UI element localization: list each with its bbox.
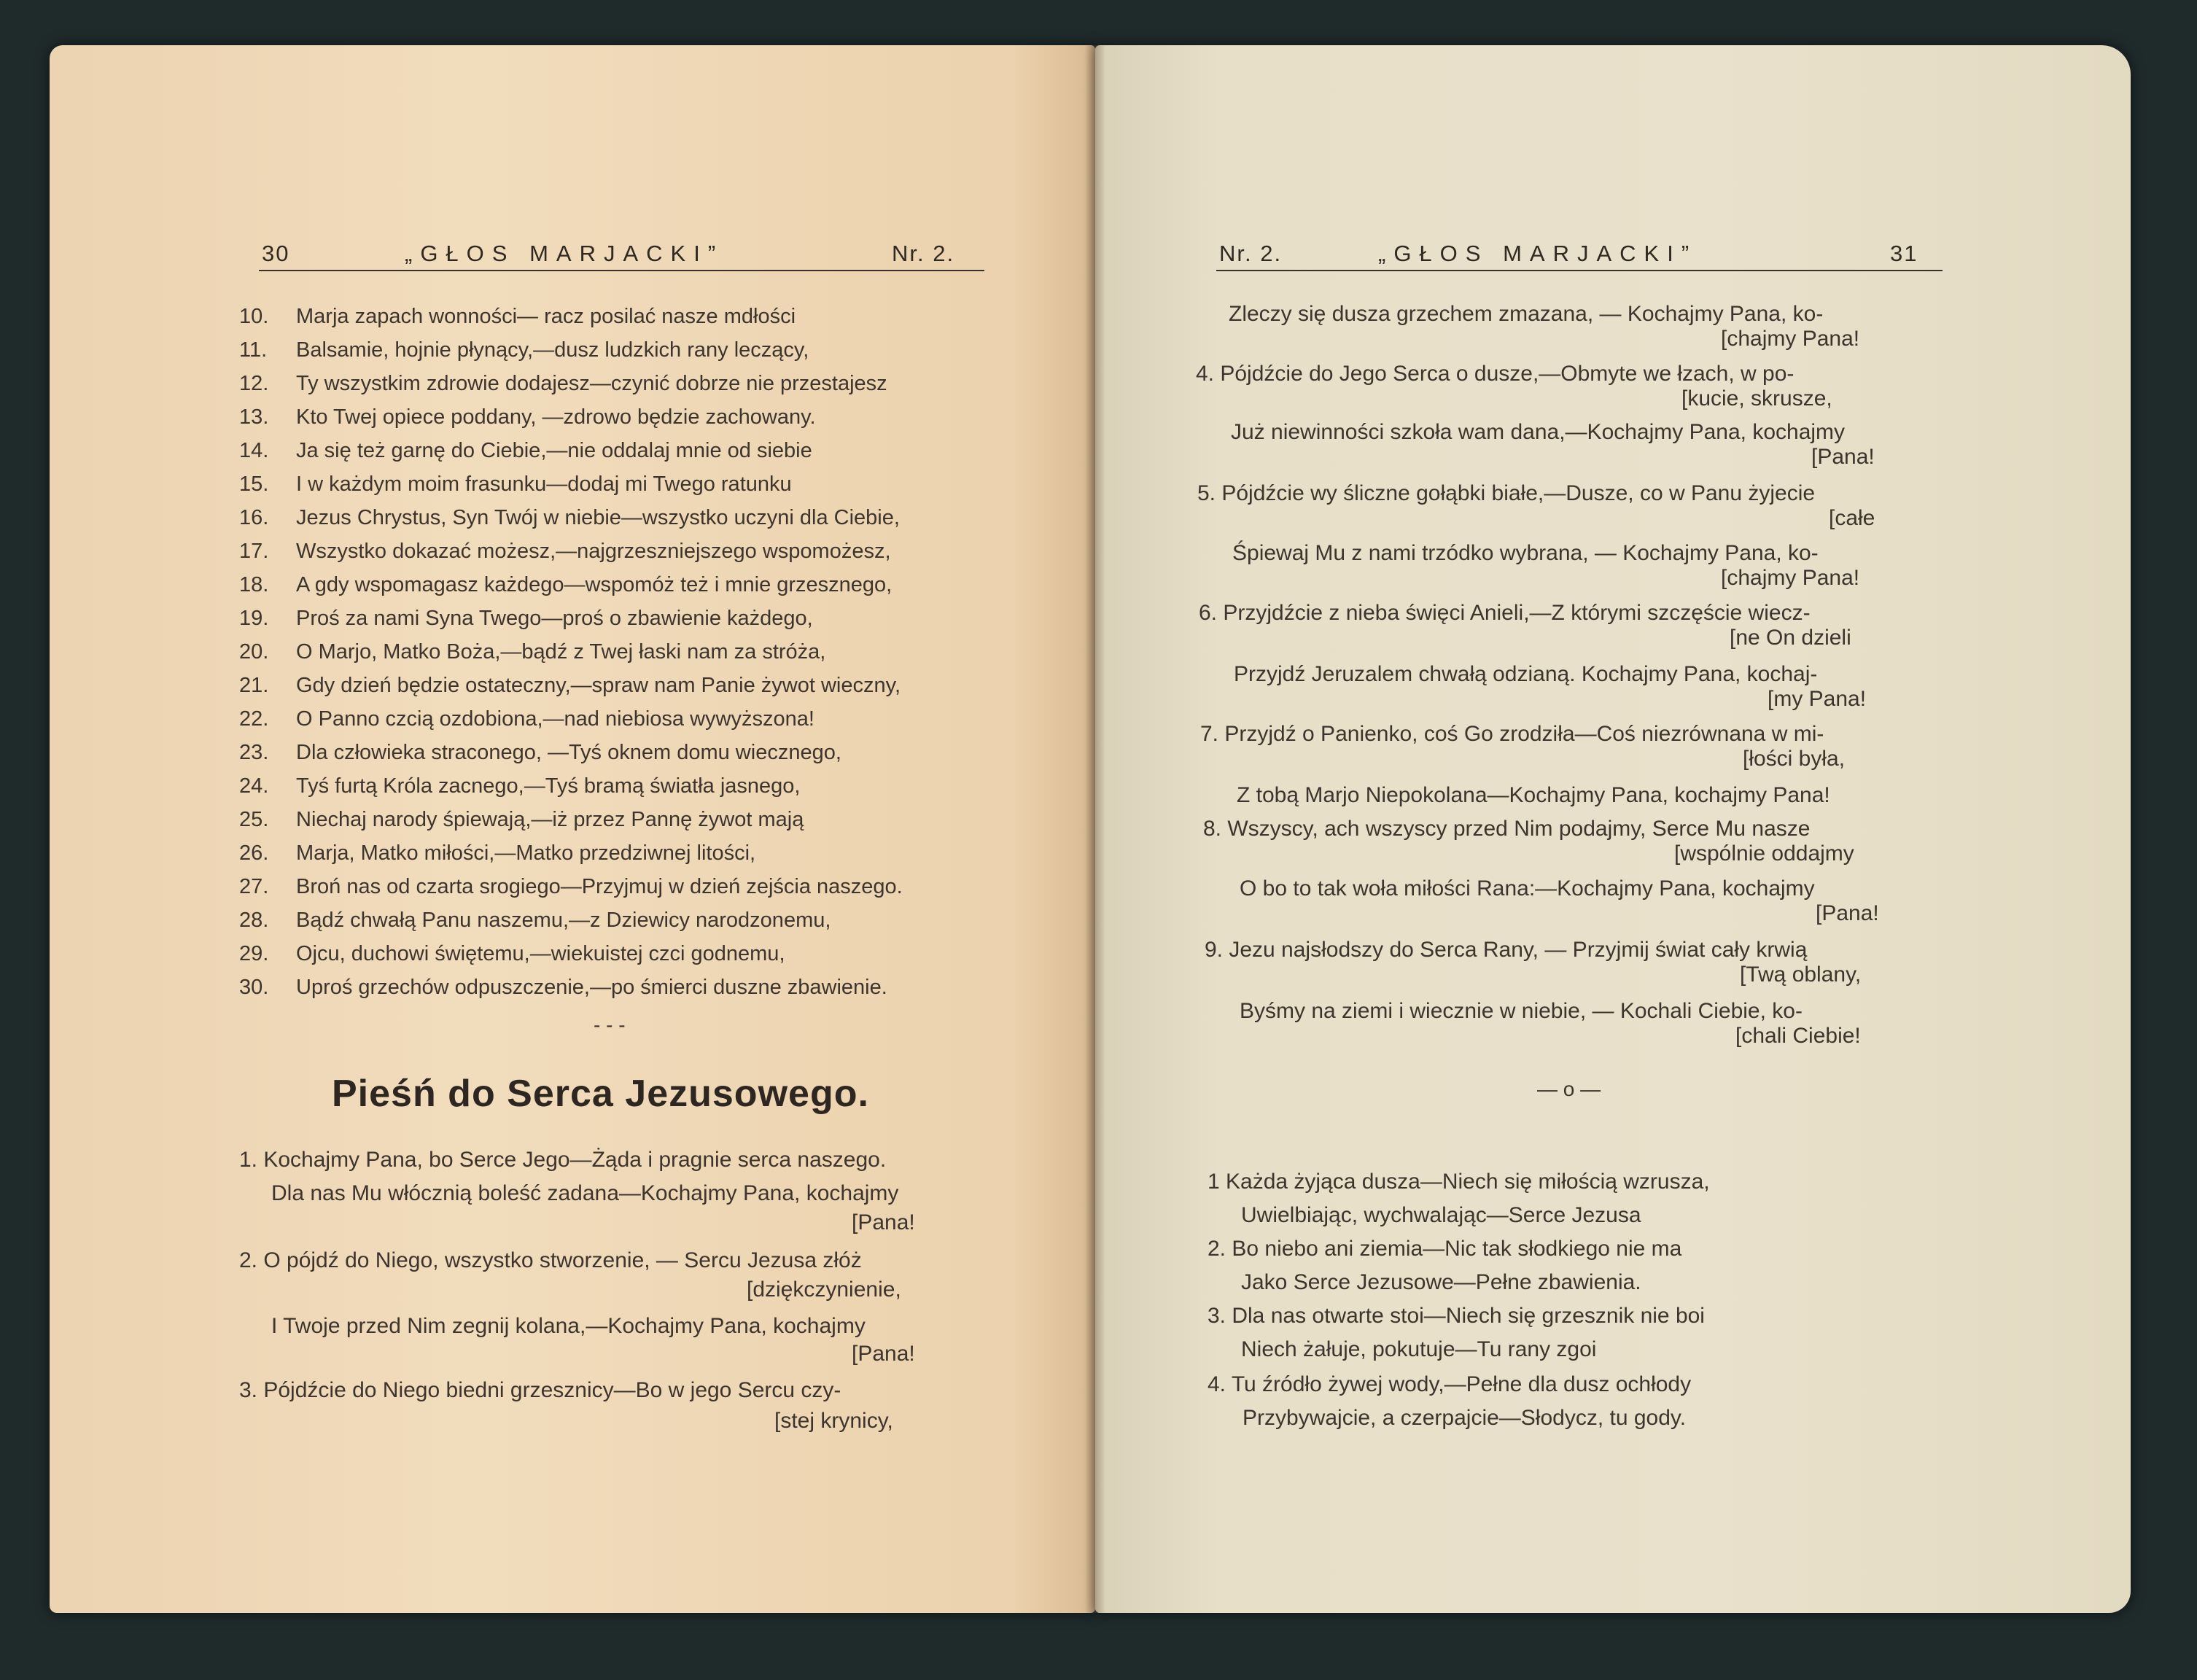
song-line: 9. Jezu najsłodszy do Serca Rany, — Przyjmij świat cały krwią — [1205, 938, 1808, 962]
song-line: [Pana! — [1816, 901, 1879, 925]
song-line: [Pana! — [1811, 445, 1875, 469]
hymn-line: 2. Bo niebo ani ziemia—Nic tak słodkiego nie ma — [1208, 1237, 1682, 1261]
song-line: [dziękczynienie, — [747, 1278, 901, 1302]
book-spine — [1085, 45, 1105, 1613]
hymn-line: Jako Serce Jezusowe—Pełne zbawienia. — [1241, 1270, 1641, 1294]
song-line: 5. Pójdźcie wy śliczne gołąbki białe,—Dusze, co w Panu żyjecie — [1197, 481, 1816, 505]
song-line: 6. Przyjdźcie z nieba święci Anieli,—Z którymi szczęście wiecz- — [1199, 601, 1811, 625]
song-line: [całe — [1829, 506, 1875, 530]
hymn-line: 3. Dla nas otwarte stoi—Niech się grzesznik nie boi — [1208, 1304, 1705, 1328]
hymn-line: Niech żałuje, pokutuje—Tu rany zgoi — [1241, 1337, 1597, 1361]
song-line: [Pana! — [852, 1210, 915, 1234]
hymn-line: 1 Każda żyjąca dusza—Niech się miłością wzrusza, — [1208, 1170, 1710, 1194]
song-line: [chajmy Pana! — [1721, 327, 1860, 351]
hymn-line: 4. Tu źródło żywej wody,—Pełne dla dusz ochłody — [1208, 1372, 1692, 1396]
right-issue-number: Nr. 2. — [1219, 241, 1283, 266]
song-line: [chali Ciebie! — [1735, 1024, 1861, 1048]
song-line: 7. Przyjdź o Panienko, coś Go zrodziła—Coś niezrównana w mi- — [1200, 722, 1824, 746]
song-line: [my Pana! — [1768, 687, 1867, 711]
right-page-number: 31 — [1890, 241, 1918, 266]
song-line: [wspólnie oddajmy — [1674, 841, 1854, 866]
song-line: [chajmy Pana! — [1721, 566, 1860, 590]
right-journal-title: „GŁOS MARJACKI” — [1378, 241, 1698, 266]
song-line: O bo to tak woła miłości Rana:—Kochajmy Pana, kochajmy — [1240, 876, 1815, 901]
left-page-number: 30 — [262, 241, 290, 266]
song-line: I Twoje przed Nim zegnij kolana,—Kochajmy Pana, kochajmy — [271, 1314, 866, 1338]
right-page-header — [1216, 241, 1943, 271]
song-line: Z tobą Marjo Niepokolana—Kochajmy Pana, kochajmy Pana! — [1237, 783, 1830, 807]
song-line: 2. O pójdź do Niego, wszystko stworzenie, — Sercu Jezusa złóż — [239, 1248, 862, 1272]
section-divider: — o — — [1537, 1078, 1601, 1100]
song-title: Pieśń do Serca Jezusowego. — [332, 1073, 869, 1115]
song-line: Byśmy na ziemi i wiecznie w niebie, — Kochali Ciebie, ko- — [1240, 999, 1803, 1023]
left-journal-title: „GŁOS MARJACKI” — [405, 241, 724, 266]
song-line: Dla nas Mu włócznią boleść zadana—Kochajmy Pana, kochajmy — [271, 1181, 899, 1205]
hymn-line: Uwielbiając, wychwalając—Serce Jezusa — [1241, 1203, 1641, 1227]
song-line: 8. Wszyscy, ach wszyscy przed Nim podajmy, Serce Mu nasze — [1203, 817, 1811, 841]
left-page-header — [259, 241, 984, 271]
song-line: 3. Pójdźcie do Niego biedni grzesznicy—Bo w jego Sercu czy- — [239, 1378, 841, 1402]
song-line: [stej krynicy, — [774, 1409, 893, 1433]
song-line: [kucie, skrusze, — [1681, 386, 1832, 411]
song-line: Zleczy się dusza grzechem zmazana, — Kochajmy Pana, ko- — [1229, 302, 1824, 326]
song-line: [Pana! — [852, 1342, 915, 1366]
song-line: 1. Kochajmy Pana, bo Serce Jego—Żąda i pragnie serca naszego. — [239, 1148, 887, 1172]
left-issue-number: Nr. 2. — [892, 241, 955, 266]
song-line: Śpiewaj Mu z nami trzódko wybrana, — Kochajmy Pana, ko- — [1232, 541, 1819, 565]
song-line: Przyjdź Jeruzalem chwałą odzianą. Kochajmy Pana, kochaj- — [1234, 662, 1818, 686]
hymn-line: Przybywajcie, a czerpajcie—Słodycz, tu gody. — [1243, 1406, 1687, 1430]
song-line: [łości była, — [1743, 747, 1846, 771]
song-line: Już niewinności szkoła wam dana,—Kochajmy Pana, kochajmy — [1231, 420, 1846, 444]
song-line: [Twą oblany, — [1740, 962, 1862, 987]
song-line: 4. Pójdźcie do Jego Serca o dusze,—Obmyte we łzach, w po- — [1196, 362, 1794, 386]
song-line: [ne On dzieli — [1730, 626, 1851, 650]
section-divider: - - - — [594, 1014, 626, 1036]
